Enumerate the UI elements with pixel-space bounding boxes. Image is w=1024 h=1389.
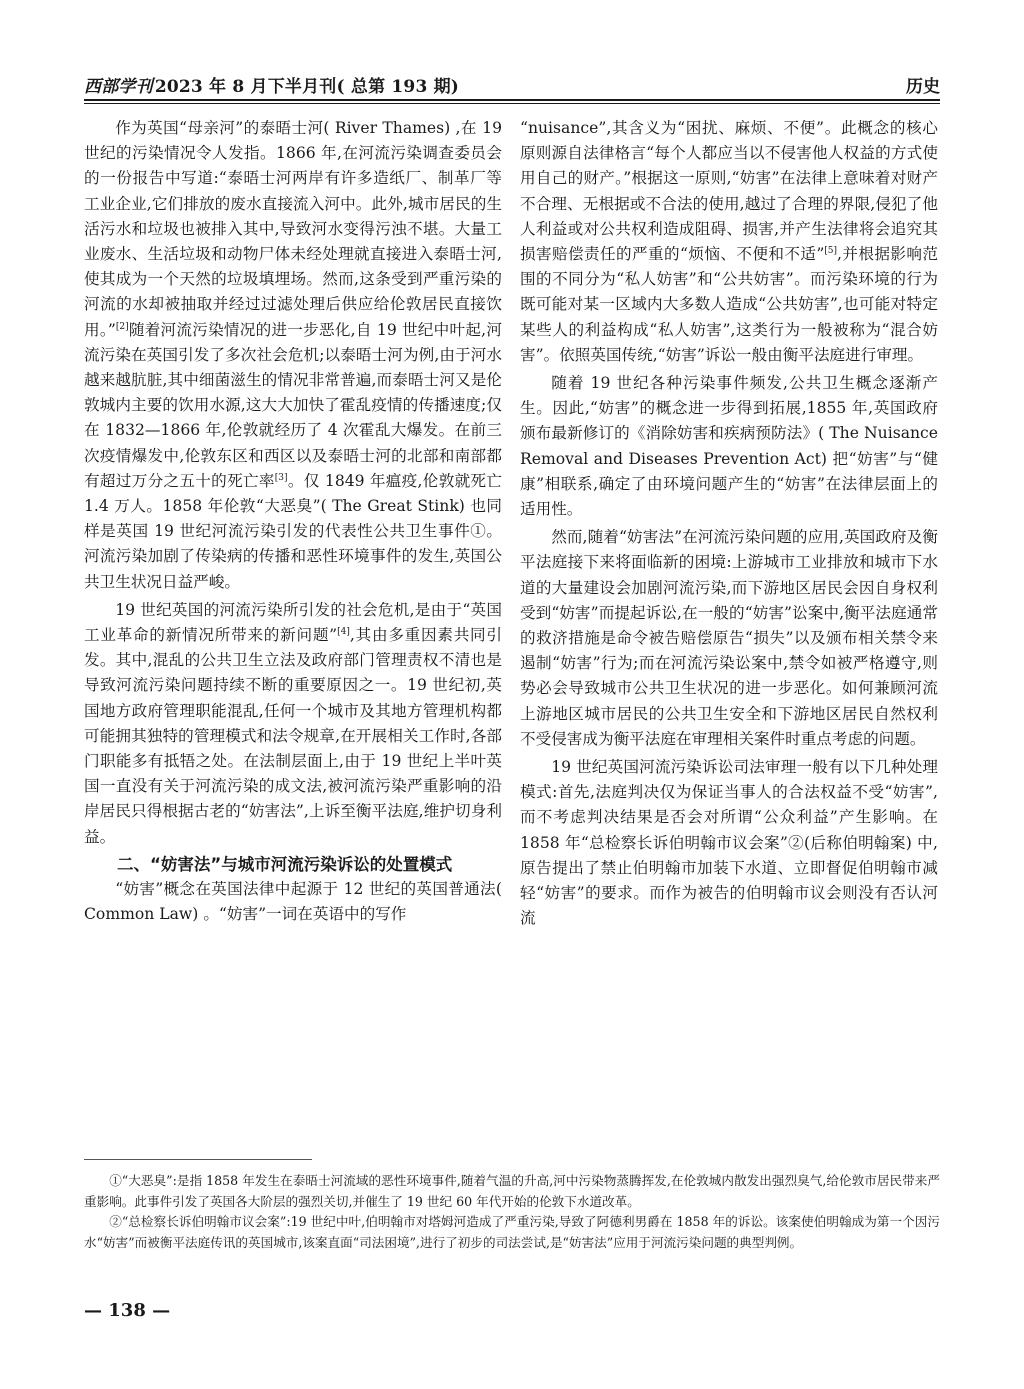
paragraph: 然而,随着“妨害法”在河流污染问题的应用,英国政府及衡平法庭接下来将面临新的困境:上游城市工业排放和城市下水道的大量建设会加剧河流污染,而下游地区居民会因自身权利受到“妨害”而提起诉讼,在一般的“妨害”讼案中,衡平法庭通常的救济措施是命令被告赔偿原告“损失”以及颁布相关禁令来遏制“妨害”行为;而在河流污染讼案中,禁令如被严格遵守,则势必会导致城市公共卫生状况的进一步恶化。如何兼顾河流上游地区城市居民的公共卫生安全和下游地区居民自然权利不受侵害成为衡平法庭在审理相关案件时重点考虑的问题。 [520, 528, 938, 748]
citation: [4] [337, 627, 350, 638]
journal-logo: 西部学刊 [84, 77, 153, 97]
right-column [520, 116, 938, 932]
page-number: — 138 — [84, 1300, 171, 1321]
footnote-divider [84, 1159, 312, 1160]
issue-info: 2023 年 8 月下半月刊( 总第 193 期) [154, 77, 460, 97]
section-heading: 二、“妨害法”与城市河流污染诉讼的处置模式 [117, 854, 453, 874]
citation: [5] [824, 246, 838, 257]
journal-title [84, 72, 459, 97]
paragraph: 作为英国“母亲河”的泰晤士河( River Thames) ,在 19 世纪的污染情况令人发指。1866 年,在河流污染调查委员会的一份报告中写道:“泰晤士河两岸有许多造纸厂、制革厂等工业企业,它们排放的废水直接流入河中。此外,城市居民的生活污水和垃圾也被排入其中,导致河水变得污浊不堪。大量工业废水、生活垃圾和动物尸体未经处理就直接进入泰晤士河,使其成为一个天然的垃圾填埋场。然而,这条受到严重污染的河流的水却被抽取并经过过滤处理后供应给伦敦居民直接饮用。”[2]随着河流污染情况的进一步恶化,自 19 世纪中叶起,河流污染在英国引发了多次社会危机;以泰晤士河为例,由于河水越来越肮脏,其中细菌滋生的情况非常普遍,而泰晤士河又是伦敦城内主要的饮用水源,这大大加快了霍乱疫情的传播速度;仅在 1832—1866 年,伦敦就经历了 4 次霍乱大爆发。在前三次疫情爆发中,伦敦东区和西区以及泰晤士河的北部和南部都有超过万分之五十的死亡率[3]。仅 1849 年瘟疫,伦敦就死亡 1.4 万人。1858 年伦敦“大恶臭”( The Great Stink) 也同样是英国 19 世纪河流污染引发的代表性公共卫生事件①。河流污染加剧了传染病的传播和恶性环境事件的发生,英国公共卫生状况日益严峻。 [84, 119, 502, 591]
citation: [3] [274, 472, 288, 483]
paragraph: 随着 19 世纪各种污染事件频发,公共卫生概念逐渐产生。因此,“妨害”的概念进一步得到拓展,1855 年,英国政府颁布最新修订的《消除妨害和疾病预防法》( The Nuisance Removal and Diseases Prevention Act) 把“妨害”与“健康”相联系,确定了由环境问题产生的“妨害”在法律层面上的适用性。 [520, 374, 938, 519]
section-label: 历史 [906, 77, 940, 97]
paragraph: 19 世纪英国的河流污染所引发的社会危机,是由于“英国工业革命的新情况所带来的新问题”[4],其由多重因素共同引发。其中,混乱的公共卫生立法及政府部门管理责权不清也是导致河流污染问题持续不断的重要原因之一。19 世纪初,英国地方政府管理职能混乱,任何一个城市及其地方管理机构都可能拥其独特的管理模式和法令规章,在开展相关工作时,各部门职能多有抵牾之处。在法制层面上,由于 19 世纪上半叶英国一直没有关于河流污染的成文法,被河流污染严重影响的沿岸居民只得根据古老的“妨害法”,上诉至衡平法庭,维护切身利益。 [84, 600, 502, 846]
header-rule-thin [84, 103, 940, 104]
footnote: ②“总检察长诉伯明翰市议会案”:19 世纪中叶,伯明翰市对塔姆河造成了严重污染,导致了阿德利男爵在 1858 年的诉讼。该案使伯明翰成为第一个因污水“妨害”而被衡平法庭传讯的英国城市,该案直面“司法困境”,进行了初步的司法尝试,是“妨害法”应用于河流污染问题的典型判例。 [84, 1214, 940, 1250]
paragraph: “妨害”概念在英国法律中起源于 12 世纪的英国普通法( Common Law) 。“妨害”一词在英语中的写作 [84, 880, 502, 924]
footnote: ①“大恶臭”:是指 1858 年发生在泰晤士河流域的恶性环境事件,随着气温的升高,河中污染物蒸腾挥发,在伦敦城内散发出强烈臭气,给伦敦市居民带来严重影响。此事件引发了英国各大阶层的强烈关切,并催生了 19 世纪 60 年代开始的伦敦下水道改革。 [84, 1173, 940, 1209]
footnotes [84, 1171, 940, 1253]
citation: [2] [115, 321, 129, 332]
left-column [84, 116, 502, 928]
running-header [84, 70, 940, 102]
paragraph: “nuisance”,其含义为“困扰、麻烦、不便”。此概念的核心原则源自法律格言“每个人都应当以不侵害他人权益的方式使用自己的财产。”根据这一原则,“妨害”在法律上意味着对财产不合理、无根据或不合法的使用,越过了合理的界限,侵犯了他人利益或对公共权利造成阻碍、损害,并产生法律将会追究其损害赔偿责任的严重的“烦恼、不便和不适”[5],并根据影响范围的不同分为“私人妨害”和“公共妨害”。而污染环境的行为既可能对某一区域内大多数人造成“公共妨害”,也可能对特定某些人的利益构成“私人妨害”,这类行为一般被称为“混合妨害”。依照英国传统,“妨害”诉讼一般由衡平法庭进行审理。 [520, 119, 938, 364]
paragraph: 19 世纪英国河流污染诉讼司法审理一般有以下几种处理模式:首先,法庭判决仅为保证当事人的合法权益不受“妨害”,而不考虑判决结果是否会对所谓“公众利益”产生影响。在 1858 年“总检察长诉伯明翰市议会案”②(后称伯明翰案) 中,原告提出了禁止伯明翰市加装下水道、立即督促伯明翰市减轻“妨害”的要求。而作为被告的伯明翰市议会则没有否认河流 [520, 758, 938, 928]
header-rule-thick [84, 99, 940, 101]
